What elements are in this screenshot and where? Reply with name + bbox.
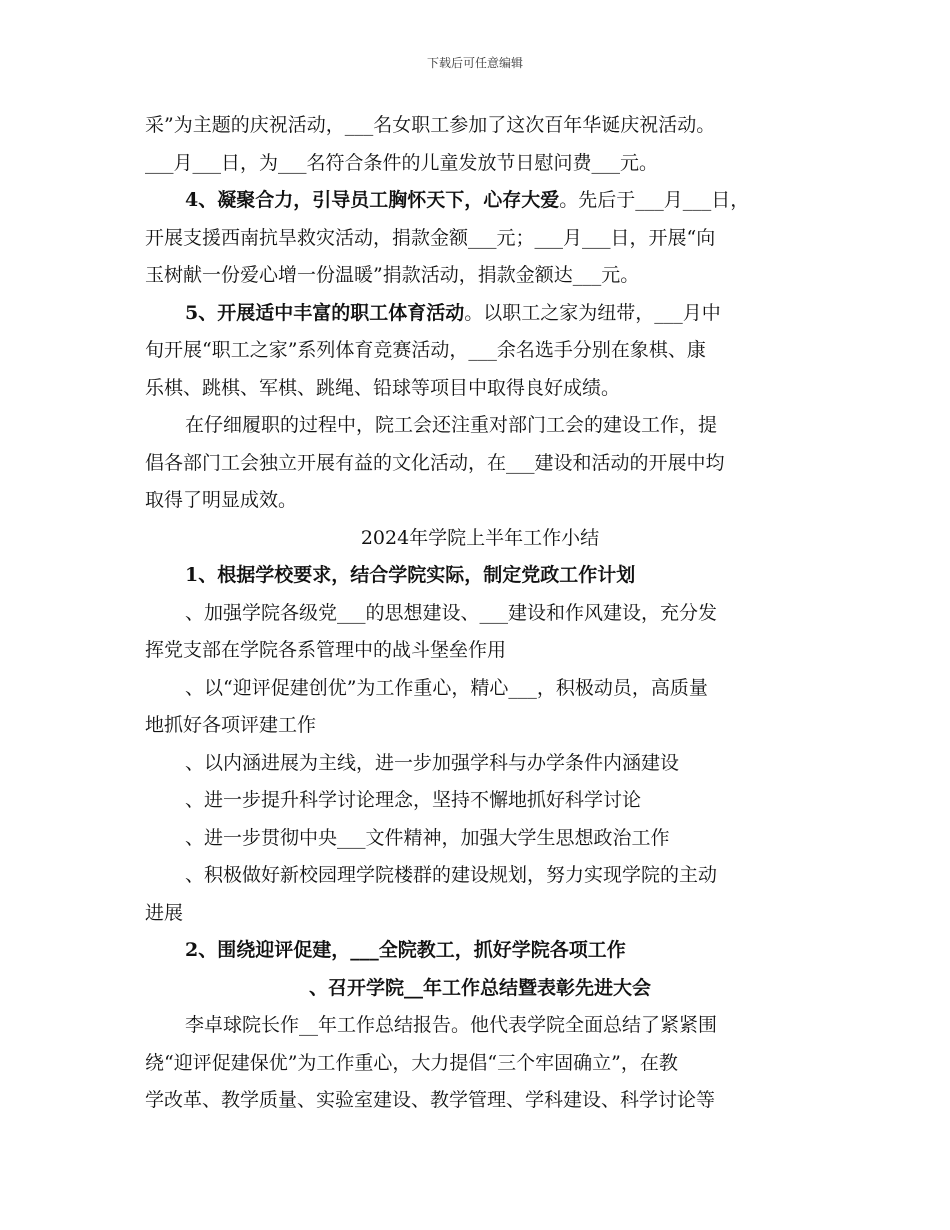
body-text: 2024年学院上半年工作小结 bbox=[360, 526, 600, 549]
body-text: 在仔细履职的过程中，院工会还注重对部门工会的建设工作，提 bbox=[185, 414, 718, 436]
body-text: 。以职工之家为纽带，___月中 bbox=[464, 301, 721, 324]
bold-text: 5、开展适中丰富的职工体育活动 bbox=[185, 301, 465, 324]
text-line bbox=[145, 520, 815, 558]
document-body bbox=[145, 107, 815, 1120]
bold-text: 2、围绕迎评促建，___全院教工，抓好学院各项工作 bbox=[185, 939, 626, 961]
body-text: 地抓好各项评建工作 bbox=[145, 714, 317, 736]
bold-text: 4、凝聚合力，引导员工胸怀天下，心存大爱 bbox=[185, 189, 560, 211]
text-line bbox=[145, 670, 815, 708]
bold-text: 、召开学院__年工作总结暨表彰先进大会 bbox=[308, 976, 651, 999]
text-line bbox=[145, 145, 815, 183]
text-line bbox=[145, 407, 815, 445]
text-line bbox=[145, 857, 815, 895]
body-text: 、以“迎评促建创优”为工作重心，精心___，积极动员，高质量 bbox=[185, 676, 708, 699]
text-line bbox=[145, 295, 815, 333]
text-line bbox=[145, 707, 815, 745]
body-text: 、积极做好新校园理学院楼群的建设规划，努力实现学院的主动 bbox=[185, 864, 718, 886]
text-line bbox=[145, 1082, 815, 1120]
text-line bbox=[145, 220, 815, 258]
text-line bbox=[145, 970, 815, 1008]
text-line bbox=[145, 1007, 815, 1045]
body-text: ___月___日，为___名符合条件的儿童发放节日慰问费___元。 bbox=[145, 151, 659, 174]
text-line bbox=[145, 595, 815, 633]
text-line bbox=[145, 445, 815, 483]
text-line bbox=[145, 895, 815, 933]
body-text: 、进一步提升科学讨论理念，坚持不懈地抓好科学讨论 bbox=[185, 789, 642, 811]
text-line bbox=[145, 257, 815, 295]
text-line bbox=[145, 745, 815, 783]
body-text: 倡各部门工会独立开展有益的文化活动，在___建设和活动的开展中均 bbox=[145, 451, 725, 474]
text-line bbox=[145, 557, 815, 595]
body-text: 取得了明显成效。 bbox=[145, 489, 298, 511]
body-text: 挥党支部在学院各系管理中的战斗堡垒作用 bbox=[145, 639, 507, 661]
page-header: 下载后可任意编辑 bbox=[426, 56, 523, 70]
body-text: 乐棋、跳棋、军棋、跳绳、铅球等项目中取得良好成绩。 bbox=[145, 376, 621, 399]
body-text: 学改革、教学质量、实验室建设、教学管理、学科建设、科学讨论等 bbox=[145, 1089, 716, 1111]
body-text: 采”为主题的庆祝活动，___名女职工参加了这次百年华诞庆祝活动。 bbox=[145, 114, 716, 136]
text-line bbox=[145, 182, 815, 220]
body-text: 玉树献一份爱心增一份温暖”捐款活动，捐款金额达___元。 bbox=[145, 264, 640, 286]
body-text: 、加强学院各级党___的思想建设、___建设和作风建设，充分发 bbox=[185, 601, 718, 624]
body-text: 、进一步贯彻中央___文件精神，加强大学生思想政治工作 bbox=[185, 826, 670, 849]
text-line bbox=[145, 932, 815, 970]
bold-text: 1、根据学校要求，结合学院实际，制定党政工作计划 bbox=[185, 564, 636, 586]
text-line bbox=[145, 107, 815, 145]
text-line bbox=[145, 782, 815, 820]
body-text: 、以内涵进展为主线，进一步加强学科与办学条件内涵建设 bbox=[185, 751, 680, 774]
body-text: 李卓球院长作__年工作总结报告。他代表学院全面总结了紧紧围 bbox=[185, 1014, 718, 1036]
text-line bbox=[145, 1045, 815, 1083]
body-text: 绕“迎评促建保优”为工作重心，大力提倡“三个牢固确立”，在教 bbox=[145, 1051, 678, 1074]
text-line bbox=[145, 332, 815, 370]
body-text: 。先后于___月___日， bbox=[559, 189, 750, 211]
text-line bbox=[145, 370, 815, 408]
body-text: 进展 bbox=[145, 901, 184, 924]
text-line bbox=[145, 632, 815, 670]
body-text: 旬开展“职工之家”系列体育竞赛活动，___余名选手分别在象棋、康 bbox=[145, 339, 706, 361]
body-text: 开展支援西南抗旱救灾活动，捐款金额___元；___月___日，开展“向 bbox=[145, 226, 716, 249]
text-line bbox=[145, 482, 815, 520]
text-line bbox=[145, 820, 815, 858]
